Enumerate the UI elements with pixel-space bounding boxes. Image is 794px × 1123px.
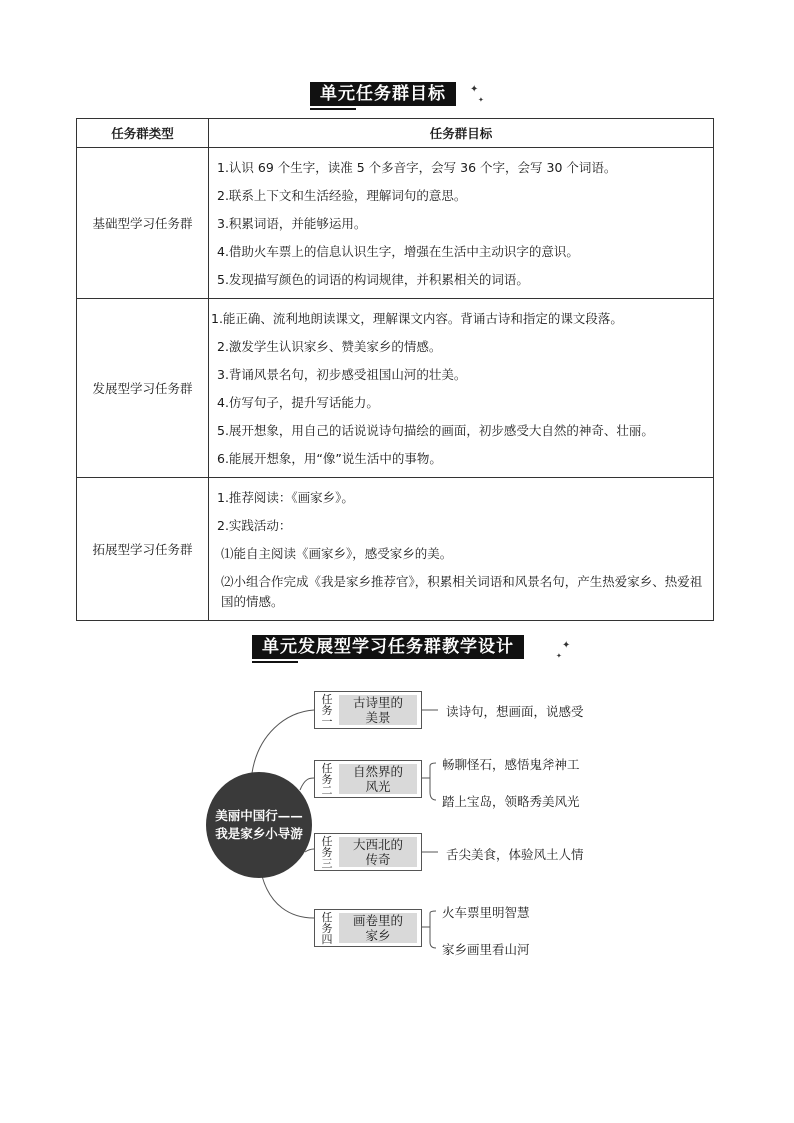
goal-item: 1.认识 69 个生字，读准 5 个多音字，会写 36 个字，会写 30 个词语。	[217, 160, 617, 175]
center-line: 美丽中国行——	[215, 808, 303, 823]
goal-item: 5.发现描写颜色的词语的构词规律，并积累相关的词语。	[217, 272, 529, 287]
section-title-goals: 单元任务群目标	[310, 82, 456, 106]
sparkle-icon: ✦	[562, 640, 571, 651]
leaf-text: 火车票里明智慧	[442, 905, 530, 920]
goal-item: ⑴能自主阅读《画家乡》，感受家乡的美。	[221, 546, 453, 561]
goal-item: 1.能正确、流利地朗读课文，理解课文内容。背诵古诗和指定的课文段落。	[211, 311, 623, 326]
task-name: 自然界的 风光	[339, 764, 417, 794]
goal-item: ⑵小组合作完成《我是家乡推荐官》，积累相关词语和风景名句，产生热爱家乡、热爱祖国的情感。	[221, 574, 703, 609]
task-label: 任 务 二	[321, 762, 333, 797]
sparkle-icon: ✦	[556, 652, 562, 660]
goal-item: 2.激发学生认识家乡、赞美家乡的情感。	[217, 339, 442, 354]
goal-item: 3.背诵风景名句，初步感受祖国山河的壮美。	[217, 367, 467, 382]
header-goals: 任务群目标	[209, 119, 714, 148]
header-type: 任务群类型	[77, 119, 209, 148]
goal-item: 5.展开想象，用自己的话说说诗句描绘的画面，初步感受大自然的神奇、壮丽。	[217, 423, 654, 438]
row-type: 基础型学习任务群	[77, 148, 209, 299]
goal-item: 2.实践活动：	[217, 518, 292, 533]
leaf-text: 家乡画里看山河	[442, 942, 530, 957]
leaf-text: 读诗句，想画面，说感受	[446, 704, 584, 719]
goal-item: 4.借助火车票上的信息认识生字，增强在生活中主动识字的意识。	[217, 244, 579, 259]
leaf-text: 踏上宝岛，领略秀美风光	[442, 794, 580, 809]
goal-item: 2.联系上下文和生活经验，理解词句的意思。	[217, 188, 467, 203]
leaf-text: 畅聊怪石，感悟鬼斧神工	[442, 757, 580, 772]
goal-item: 6.能展开想象，用“像”说生活中的事物。	[217, 451, 442, 466]
mindmap-center	[206, 772, 312, 878]
task-box-2	[314, 760, 422, 798]
row-type: 发展型学习任务群	[77, 299, 209, 478]
task-box-1	[314, 691, 422, 729]
leaf-text: 舌尖美食，体验风土人情	[446, 847, 584, 862]
task-label: 任 务 四	[321, 911, 333, 946]
sparkle-icon: ✦	[478, 96, 484, 104]
goal-item: 4.仿写句子，提升写话能力。	[217, 395, 379, 410]
task-label: 任 务 一	[321, 693, 333, 728]
task-box-3	[314, 833, 422, 871]
task-box-4	[314, 909, 422, 947]
sparkle-icon: ✦	[470, 84, 479, 95]
section-title-design: 单元发展型学习任务群教学设计	[252, 635, 524, 659]
task-name: 大西北的 传奇	[339, 837, 417, 867]
task-label: 任 务 三	[321, 835, 333, 870]
goal-item: 1.推荐阅读：《画家乡》。	[217, 490, 354, 505]
center-line: 我是家乡小导游	[215, 826, 303, 841]
goal-item: 3.积累词语，并能够运用。	[217, 216, 367, 231]
task-name: 古诗里的 美景	[339, 695, 417, 725]
row-type: 拓展型学习任务群	[77, 478, 209, 621]
task-name: 画卷里的 家乡	[339, 913, 417, 943]
